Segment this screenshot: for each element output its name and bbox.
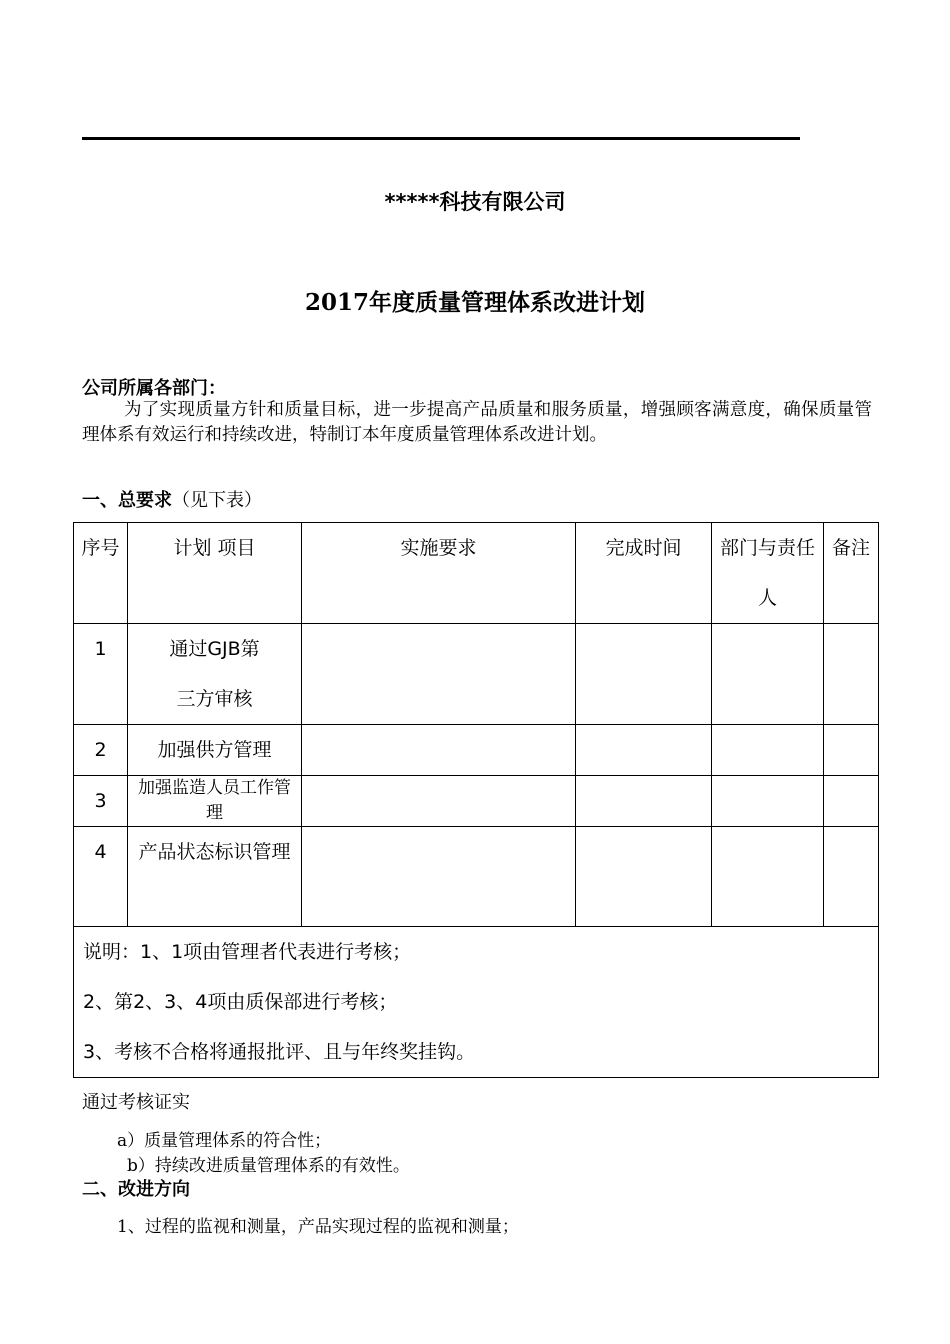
header-requirement: 实施要求 — [302, 523, 576, 624]
table-header-row — [74, 523, 879, 624]
header-no: 序号 — [74, 523, 128, 624]
table-row — [74, 827, 879, 927]
row-owner — [712, 725, 824, 776]
document-title: 2017年度质量管理体系改进计划 — [304, 289, 645, 316]
row-owner — [712, 624, 824, 725]
intro-paragraph: 为了实现质量方针和质量目标，进一步提高产品质量和服务质量，增强顾客满意度，确保质量管理体系有效运行和持续改进，特制订本年度质量管理体系改进计划。 — [82, 400, 872, 445]
verification-item: a）质量管理体系的符合性； — [117, 1131, 332, 1151]
row-item: 产品状态标识管理 — [128, 827, 302, 927]
verification-item: b）持续改进质量管理体系的有效性。 — [127, 1156, 410, 1176]
row-no: 4 — [74, 827, 128, 927]
section-2-heading: 二、改进方向 — [82, 1179, 190, 1200]
note-line: 3、考核不合格将通报批评、且与年终奖挂钩。 — [83, 1041, 476, 1063]
header-rule — [82, 137, 800, 140]
header-owner: 部门与责任人 — [712, 523, 824, 624]
addressee: 公司所属各部门： — [82, 378, 226, 399]
row-owner — [712, 827, 824, 927]
row-remark — [824, 827, 879, 927]
table-row — [74, 776, 879, 827]
table-notes-row — [74, 927, 879, 1078]
row-requirement — [302, 725, 576, 776]
company-name: *****科技有限公司 — [384, 190, 566, 214]
row-no: 2 — [74, 725, 128, 776]
row-deadline — [576, 827, 712, 927]
row-deadline — [576, 725, 712, 776]
row-no: 3 — [74, 776, 128, 827]
row-owner — [712, 776, 824, 827]
row-deadline — [576, 624, 712, 725]
header-item: 计划 项目 — [128, 523, 302, 624]
table-notes — [74, 927, 879, 1078]
row-remark — [824, 776, 879, 827]
row-item: 加强监造人员工作管理 — [128, 776, 302, 827]
row-item: 加强供方管理 — [128, 725, 302, 776]
note-line: 说明：1、1项由管理者代表进行考核； — [83, 941, 412, 963]
section-1-heading — [82, 486, 262, 512]
table-row — [74, 725, 879, 776]
header-remark: 备注 — [824, 523, 879, 624]
section-1-title: 一、总要求 — [82, 490, 172, 511]
header-deadline: 完成时间 — [576, 523, 712, 624]
note-line: 2、第2、3、4项由质保部进行考核； — [83, 991, 398, 1013]
row-requirement — [302, 624, 576, 725]
direction-item: 1、过程的监视和测量，产品实现过程的监视和测量； — [117, 1217, 519, 1237]
row-deadline — [576, 776, 712, 827]
row-item: 通过GJB第三方审核 — [128, 624, 302, 725]
row-no: 1 — [74, 624, 128, 725]
row-requirement — [302, 827, 576, 927]
section-1-note: （见下表） — [172, 490, 262, 511]
row-remark — [824, 725, 879, 776]
row-requirement — [302, 776, 576, 827]
row-remark — [824, 624, 879, 725]
table-row — [74, 624, 879, 725]
improvement-plan-table — [73, 522, 879, 1078]
verification-heading: 通过考核证实 — [82, 1092, 190, 1113]
